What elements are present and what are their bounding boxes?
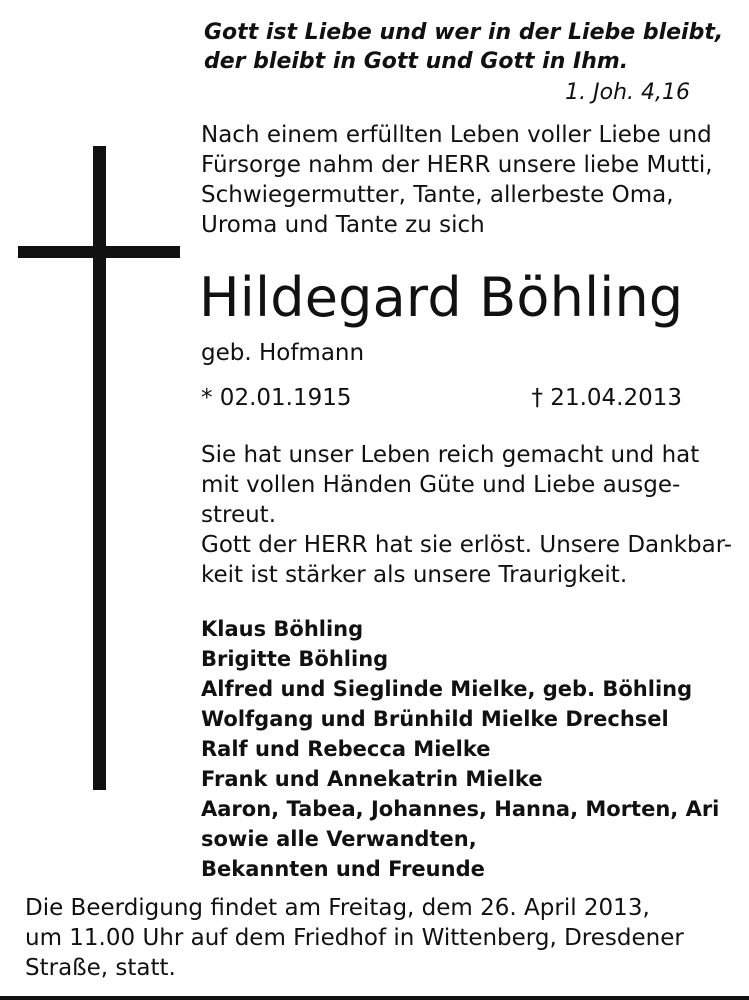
mourners-list xyxy=(201,614,741,884)
tribute-line: mit vollen Händen Güte und Liebe ausge- xyxy=(201,472,681,498)
maiden-name: geb. Hofmann xyxy=(201,340,365,366)
bible-verse-line: der bleibt in Gott und Gott in Ihm. xyxy=(204,49,629,74)
funeral-info xyxy=(25,893,735,983)
death-date: † 21.04.2013 xyxy=(531,385,682,411)
mourner-name: Brigitte Böhling xyxy=(201,647,389,671)
mourner-name: Aaron, Tabea, Johannes, Hanna, Morten, Ari xyxy=(201,797,720,821)
mourner-name: Ralf und Rebecca Mielke xyxy=(201,737,491,761)
intro-text xyxy=(201,120,741,240)
tribute-text xyxy=(201,440,741,590)
bible-verse-line: Gott ist Liebe und wer in der Liebe bleibt, xyxy=(204,20,724,45)
intro-line: Uroma und Tante zu sich xyxy=(201,212,485,238)
birth-date: * 02.01.1915 xyxy=(201,385,352,411)
mourner-name: Wolfgang und Brünhild Mielke Drechsel xyxy=(201,707,669,731)
mourner-name: sowie alle Verwandten, xyxy=(201,827,477,851)
tribute-line: Sie hat unser Leben reich gemacht und hat xyxy=(201,442,700,468)
mourner-name: Alfred und Sieglinde Mielke, geb. Böhling xyxy=(201,677,693,701)
cross-icon-bar xyxy=(18,246,180,258)
funeral-line: um 11.00 Uhr auf dem Friedhof in Wittenberg, Dresdener xyxy=(25,925,684,951)
tribute-line: streut. xyxy=(201,502,277,528)
deceased-name: Hildegard Böhling xyxy=(199,266,684,329)
funeral-line: Die Beerdigung findet am Freitag, dem 26. April 2013, xyxy=(25,895,650,921)
tribute-line: keit ist stärker als unsere Traurigkeit. xyxy=(201,562,628,588)
mourner-name: Klaus Böhling xyxy=(201,617,364,641)
mourner-name: Bekannten und Freunde xyxy=(201,857,485,881)
funeral-line: Straße, statt. xyxy=(25,955,176,981)
bottom-border xyxy=(0,996,749,1000)
bible-verse xyxy=(204,18,734,76)
cross-icon xyxy=(93,146,106,790)
intro-line: Schwiegermutter, Tante, allerbeste Oma, xyxy=(201,182,674,208)
intro-line: Nach einem erfüllten Leben voller Liebe und xyxy=(201,122,712,148)
intro-line: Fürsorge nahm der HERR unsere liebe Mutti, xyxy=(201,152,713,178)
bible-verse-reference: 1. Joh. 4,16 xyxy=(565,80,690,105)
tribute-line: Gott der HERR hat sie erlöst. Unsere Dankbar- xyxy=(201,532,733,558)
mourner-name: Frank und Annekatrin Mielke xyxy=(201,767,543,791)
